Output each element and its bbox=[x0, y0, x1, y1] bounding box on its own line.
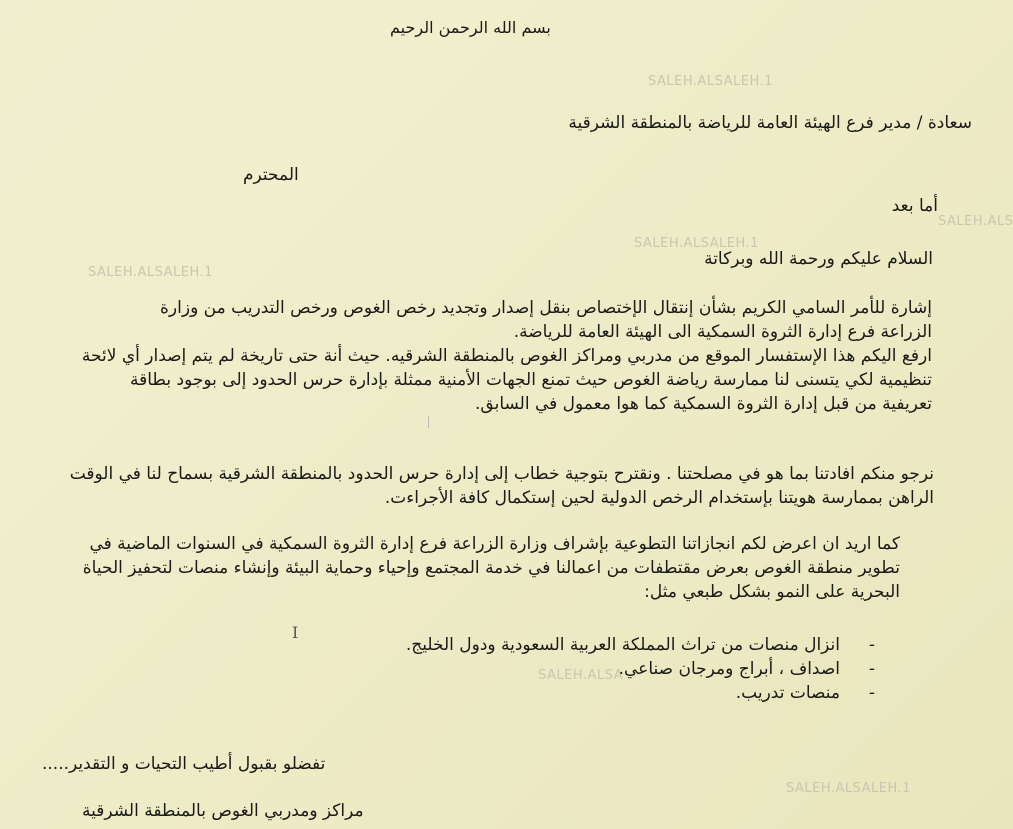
paragraph-line: الزراعة فرع إدارة الثروة السمكية الى الهيئة العامة للرياضة. bbox=[513, 322, 932, 342]
list-item bbox=[406, 681, 878, 705]
signature-line: مراكز ومدربي الغوص بالمنطقة الشرقية bbox=[82, 801, 364, 821]
paragraph-line: نرجو منكم افادتنا بما هو في مصلحتنا . ونقترح بتوجية خطاب إلى إدارة حرس الحدود بالمنطقة الشرقية بسماح لنا في الوقت bbox=[69, 464, 934, 484]
list-item-text: انزال منصات من تراث المملكة العربية السعودية ودول الخليج. bbox=[405, 635, 840, 655]
paragraph-line: البحرية على النمو بشكل طبعي مثل: bbox=[644, 582, 900, 602]
paragraph-line: تعريفية من قبل إدارة الثروة السمكية كما هوا معمول في السابق. bbox=[475, 394, 932, 414]
recipient-line: سعادة / مدير فرع الهيئة العامة للرياضة بالمنطقة الشرقية bbox=[568, 113, 972, 133]
watermark: SALEH.ALSALEH.1 bbox=[88, 265, 213, 280]
basmala: بسم الله الرحمن الرحيم bbox=[390, 18, 551, 37]
paragraph-line: كما اريد ان اعرض لكم انجازاتنا التطوعية بإشراف وزارة الزراعة فرع إدارة الثروة السمكية في السنوات الماضية في bbox=[89, 534, 900, 554]
text-cursor-icon: I bbox=[292, 623, 299, 642]
list-item bbox=[406, 633, 878, 657]
salutation-amma-baad: أما بعد bbox=[891, 196, 938, 216]
achievements-list bbox=[406, 633, 878, 705]
paragraph-line: ارفع اليكم هذا الإستفسار الموقع من مدربي ومراكز الغوص بالمنطقة الشرقيه. حيث أنة حتى تاريخة لم يتم إصدار أي لائحة bbox=[81, 346, 932, 366]
list-item-text: اصداف ، أبراج ومرجان صناعي. bbox=[618, 659, 840, 679]
stray-mark bbox=[428, 416, 429, 428]
watermark: SALEH.ALSALEH.1 bbox=[648, 74, 773, 89]
paragraph-1 bbox=[70, 296, 932, 416]
paragraph-line: إشارة للأمر السامي الكريم بشأن إنتقال الإختصاص بنقل إصدار وتجديد رخص الغوص ورخص التدريب من وزارة bbox=[160, 298, 932, 318]
paragraph-2 bbox=[69, 462, 934, 510]
closing-line: تفضلو بقبول أطيب التحيات و التقدير..... bbox=[42, 754, 326, 774]
watermark: SALEH.ALS bbox=[938, 214, 1013, 229]
bullet-dash: - bbox=[868, 683, 876, 703]
paragraph-line: تنظيمية لكي يتسنى لنا ممارسة رياضة الغوص حيث تمنع الجهات الأمنية ممثلة بإدارة حرس الحدود إلى بوجود بطاقة bbox=[130, 370, 932, 390]
bullet-dash: - bbox=[868, 635, 876, 655]
watermark: SALEH.ALSALEH.1 bbox=[634, 236, 759, 251]
honorific: المحترم bbox=[243, 165, 299, 185]
watermark: SALEH.ALSA bbox=[538, 668, 624, 683]
list-item bbox=[406, 657, 878, 681]
bullet-dash: - bbox=[868, 659, 876, 679]
greeting: السلام عليكم ورحمة الله وبركاتة bbox=[704, 249, 933, 269]
paragraph-3 bbox=[60, 532, 900, 604]
list-item-text: منصات تدريب. bbox=[735, 683, 840, 703]
watermark: SALEH.ALSALEH.1 bbox=[786, 781, 911, 796]
paragraph-line: تطوير منطقة الغوص بعرض مقتطفات من اعمالنا في خدمة المجتمع وإحياء وحماية البيئة وإنشاء منصات لتحفيز الحياة bbox=[82, 558, 900, 578]
paragraph-line: الراهن بممارسة هويتنا بإستخدام الرخص الدولية لحين إستكمال كافة الأجراءت. bbox=[384, 488, 934, 508]
